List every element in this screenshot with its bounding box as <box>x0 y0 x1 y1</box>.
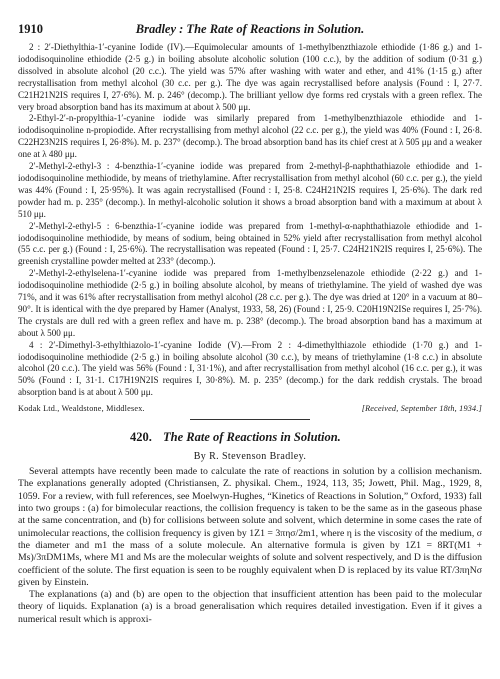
journal-page <box>18 22 482 626</box>
page-header <box>18 22 482 37</box>
preceding-paper-experimental <box>18 42 482 399</box>
section-divider <box>190 419 310 420</box>
article-title: The Rate of Reactions in Solution. <box>163 430 341 445</box>
affiliation-line <box>18 404 482 413</box>
article-byline: By R. Stevenson Bradley. <box>193 451 307 463</box>
body-paragraph: Several attempts have recently been made to calculate the rate of reactions in solution by a collision mechanism. The explanations generally adopted (Christiansen, Z. physikal. Chem., 1924, 113, 35; Jowett, Phil. Mag., 1929, 8, 1059. For a review, with full references, see Moelwyn-Hughes, “Kinetics of Reactions in Solution,” Oxford, 1933) fall into two groups : (a) for bimolecular reactions, the collision frequency is taken to be the same as in the gaseous phase at the same concentration, and (b) for collisions between solute and solvent, which determine in some cases the rate of unimolecular reactions, the collision frequency is given by 1Z1 = 3πησ/2m1, where η is the viscosity of the medium, σ the diameter and m1 the mass of a solute molecule. An alternative formula is given by 1Z1 = 8RT(M1 + Ms)/3πDM1Ms, where M1 and Ms are the molecular weights of solute and solvent respectively, and D is the diffusion coefficient of the solute. The first equation is seen to be roughly equivalent when D is replaced by its value RT/3πηNσ given by Einstein. <box>18 466 482 588</box>
received-date: [Received, September 18th, 1934.] <box>361 404 482 414</box>
experimental-paragraph: 2′-Methyl-2-ethyl-3 : 4-benzthia-1′-cyanine iodide was prepared from 2-methyl-β-naphthathiazole ethiodide and 1-iododisoquinoline methiodide, by means of triethylamine. After recrystallisation from methyl alcohol (60 c.c. per g.), the yield was 44% (Found : I, 25·95%). It was again recrystallised (Found : I, 25·8. C24H21N2IS requires I, 25·6%). The dark red powder had m. p. 235° (decomp.). In methyl-alcoholic solution it shows a broad absorption band with a maximum at about λ 510 μμ. <box>18 161 482 219</box>
article-number: 420. <box>130 430 152 445</box>
experimental-paragraph: 2-Ethyl-2′-n-propylthia-1′-cyanine iodide was similarly prepared from 1-methylbenzthiazole ethiodide and 1-iododisoquinoline n-propiodide. After recrystallising from methyl alcohol (22 c.c. per g.), the yield was 40% (Found : I, 26·8. C22H23N2IS requires I, 26·8%). M. p. 237° (decomp.). The broad absorption band has its chief crest at λ 505 μμ and a weaker one at λ 480 μμ. <box>18 113 482 160</box>
experimental-paragraph: 4 : 2′-Dimethyl-3-ethylthiazolo-1′-cyanine Iodide (V).—From 2 : 4-dimethylthiazole ethiodide (1·70 g.) and 1-iododisoquinoline methiodide (2·5 g.) in boiling absolute alcohol (30 c.c.), by means of triethylamine (1·8 c.c.) in absolute alcohol (20 c.c.). The yield was 56% (Found : I, 31·1%), and after recrystallisation from methyl alcohol (16 c.c. per g.), it was 50% (Found : I, 31·1. C17H19N2IS requires I, 30·8%). M. p. 235° (decomp.) for the dark reddish crystals. The broad absorption band is at about λ 500 μμ. <box>18 339 482 398</box>
experimental-paragraph: 2 : 2′-Diethylthia-1′-cyanine Iodide (IV).—Equimolecular amounts of 1-methylbenzthiazole ethiodide (1·86 g.) and 1-iododisoquinoline ethiodide (2·5 g.) in boiling absolute alcoholic solution (100 c.c.), by the addition of sodium (0·31 g.) dissolved in absolute alcohol (20 c.c.). The yield was 57% after washing with water and ether, and 41% (1·15 g.) after recrystallisation from methyl alcohol (30 c.c. per g.). The dye was again recrystallised before analysis (Found : I, 27·7. C21H21N2IS requires I, 27·6%). M. p. 246° (decomp.). The brilliant yellow dye forms red crystals with a green reflex. The very broad absorption band has its maximum at about λ 500 μμ. <box>18 42 482 112</box>
experimental-paragraph: 2′-Methyl-2-ethylselena-1′-cyanine iodide was prepared from 1-methylbenzselenazole ethiodide (2·22 g.) and 1-iododisoquinoline methiodide (2·5 g.) in boiling absolute alcohol, by means of triethylamine. The yield of washed dye was 71%, and it was 61% after recrystallisation from methyl alcohol (28 c.c. per g.). The dye was dried at 120° in a vacuum at 80–90°. It is identical with the dye prepared by Hamer (Analyst, 1933, 58, 26) (Found : I, 25·9. C20H19N2ISe requires I, 25·7%). The crystals are dull red with a green reflex and have m. p. 238° (decomp.). The broad absorption band has a maximum at about λ 500 μμ. <box>18 268 482 338</box>
body-paragraph: The explanations (a) and (b) are open to the objection that insufficient attention has been paid to the molecular theory of liquids. Explanation (a) is a broad generalisation which requires detailed investigation. Even if it gives a numerical result which is approxi- <box>18 589 482 625</box>
article-heading <box>18 430 482 445</box>
running-title: Bradley : The Rate of Reactions in Solution. <box>135 22 365 36</box>
experimental-paragraph: 2′-Methyl-2-ethyl-5 : 6-benzthia-1′-cyanine iodide was prepared from 1-methyl-α-naphthathiazole ethiodide and 1-iododisoquinoline methiodide, by means of sodium, being obtained in 52% yield after recrystallisation from methyl alcohol (55 c.c. per g.) (Found : I, 25·6%). The recrystallisation was repeated (Found : I, 25·7. C24H21N2IS requires I, 25·6%). The greenish crystalline powder melted at 233° (decomp.). <box>18 220 482 267</box>
article-body <box>18 466 482 626</box>
page-number: 1910 <box>18 22 43 36</box>
affiliation: Kodak Ltd., Wealdstone, Middlesex. <box>18 404 145 414</box>
